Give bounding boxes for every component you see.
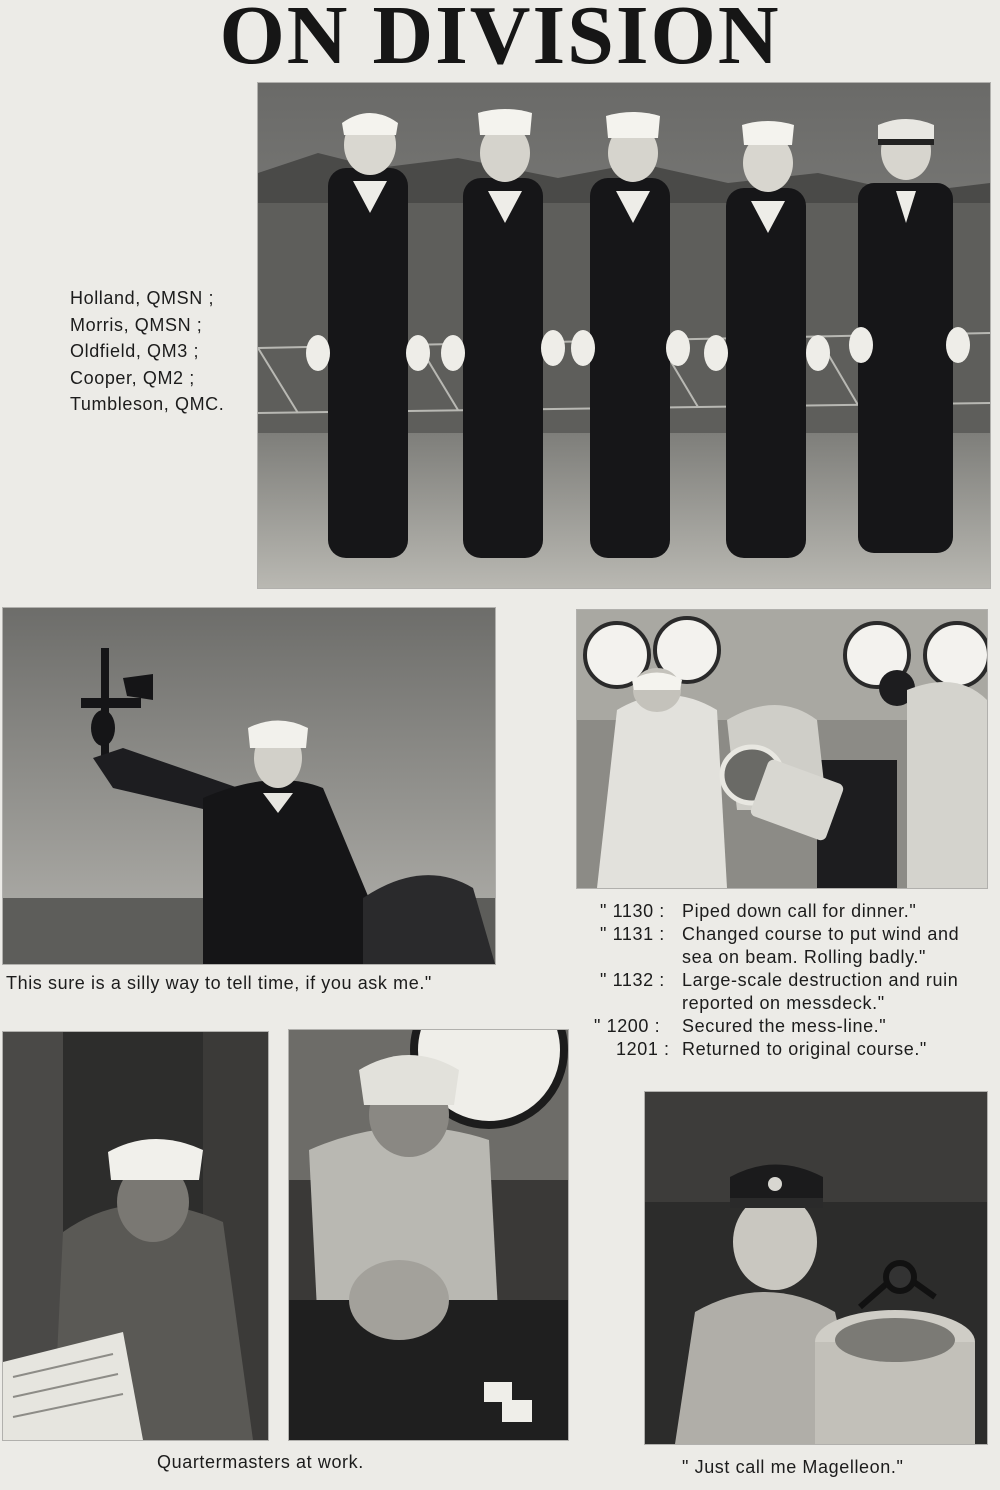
name-line: Cooper, QM2 ; xyxy=(70,367,195,388)
wind-photo-caption: This sure is a silly way to tell time, if you ask me." xyxy=(6,973,432,993)
log-entry xyxy=(594,1015,995,1038)
log-time: 1201 : xyxy=(616,1039,670,1059)
name-line: Tumbleson, QMC. xyxy=(70,394,225,414)
group-photo xyxy=(258,83,990,588)
log-time: " 1200 : xyxy=(594,1016,661,1036)
log-entry xyxy=(600,923,995,946)
log-entry xyxy=(600,992,995,1015)
log-entry xyxy=(600,946,995,969)
card-game-photo xyxy=(289,1030,568,1440)
log-text: Returned to original course." xyxy=(682,1039,927,1059)
log-text: Changed course to put wind and xyxy=(682,924,960,944)
log-text: sea on beam. Rolling badly." xyxy=(682,947,926,967)
reading-photo xyxy=(3,1032,268,1440)
log-time: " 1130 : xyxy=(600,901,665,921)
bridge-photo xyxy=(577,610,987,888)
log-entry xyxy=(600,900,995,923)
deck-log xyxy=(594,900,995,1061)
log-entry xyxy=(600,1038,995,1061)
log-text: Secured the mess-line." xyxy=(682,1016,887,1036)
log-time: " 1132 : xyxy=(600,970,665,990)
work-photos-caption: Quartermasters at work. xyxy=(157,1452,364,1472)
name-line: Morris, QMSN ; xyxy=(70,314,203,335)
navigator-photo-caption: " Just call me Magelleon." xyxy=(682,1457,904,1477)
log-text: reported on messdeck." xyxy=(682,993,885,1013)
name-line: Holland, QMSN ; xyxy=(70,288,215,308)
name-line: Oldfield, QM3 ; xyxy=(70,341,200,361)
group-photo-names xyxy=(70,285,224,418)
wind-instrument-photo xyxy=(3,608,495,964)
log-text: Large-scale destruction and ruin xyxy=(682,970,959,990)
log-time: " 1131 : xyxy=(600,924,665,944)
navigator-photo xyxy=(645,1092,987,1444)
log-entry xyxy=(600,969,995,992)
page-title: ON DIVISION xyxy=(219,0,781,82)
log-text: Piped down call for dinner." xyxy=(682,901,917,921)
